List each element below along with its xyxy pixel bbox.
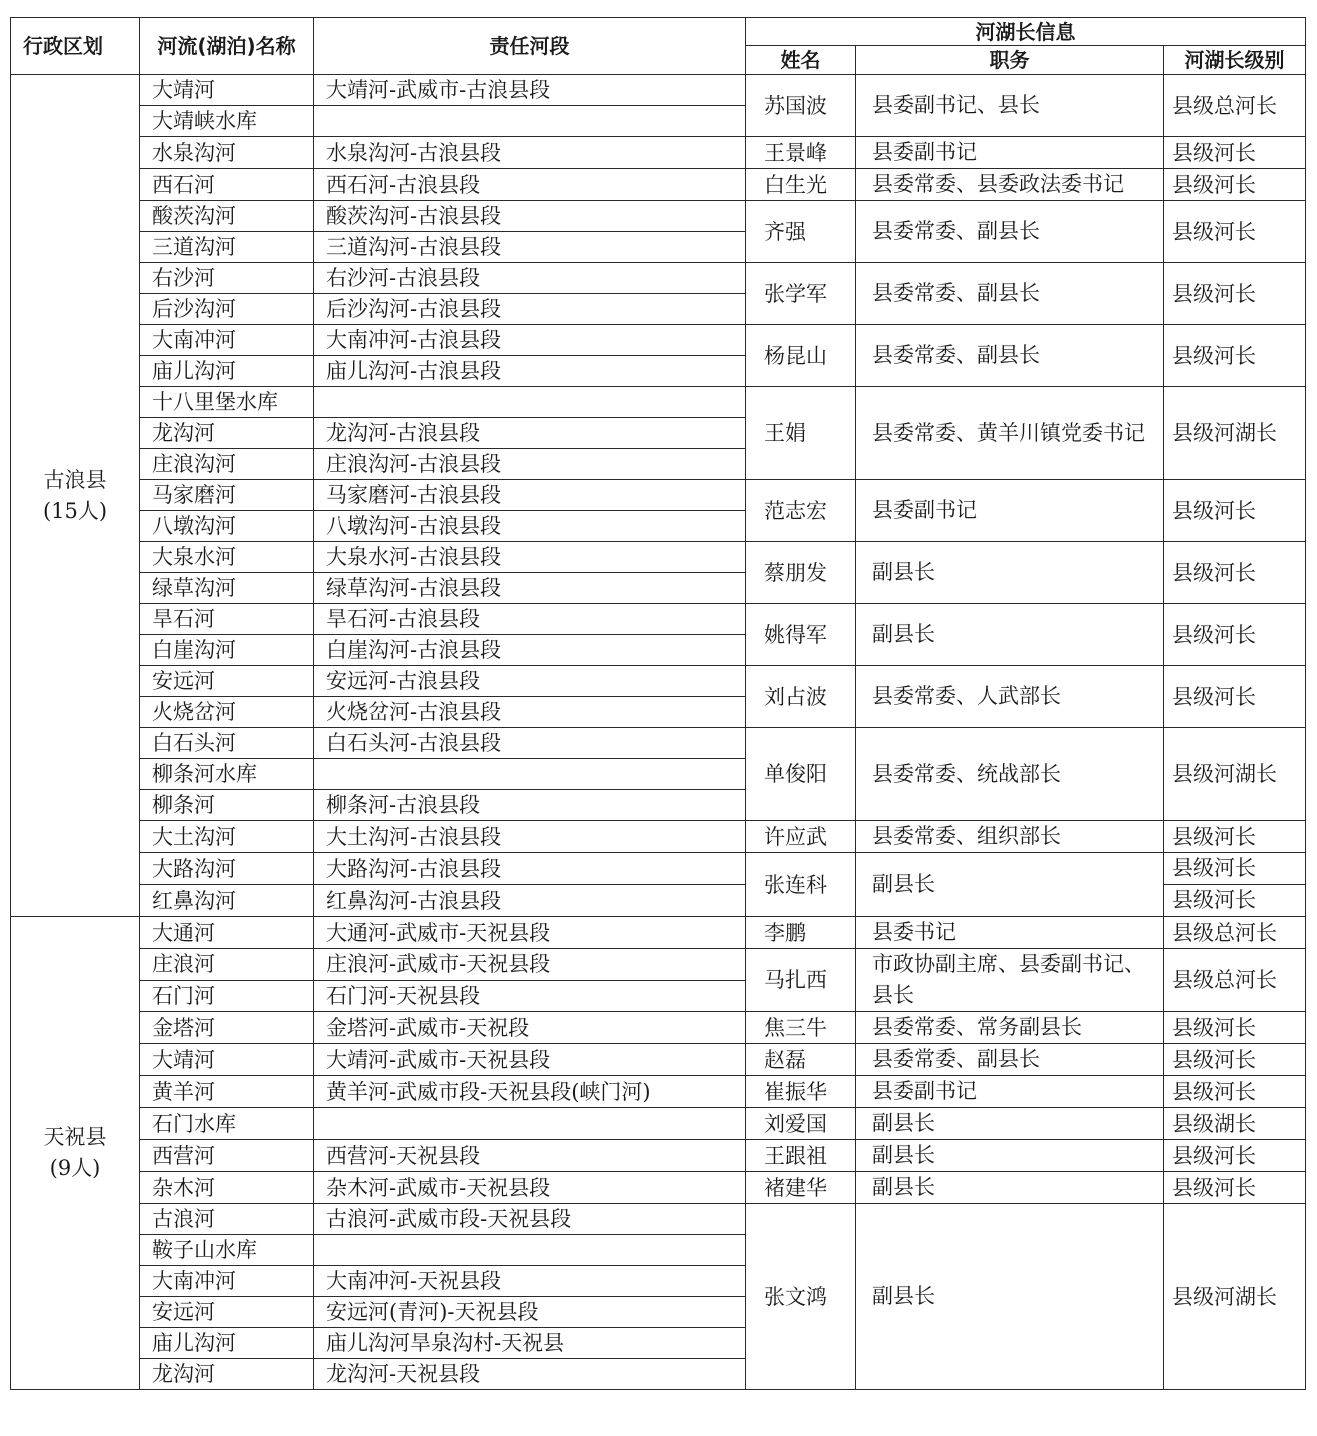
segment-cell: 庙儿沟河-古浪县段 — [314, 356, 746, 387]
chief-level-cell: 县级河长 — [1164, 542, 1306, 604]
segment-cell: 古浪河-武威市段-天祝县段 — [314, 1204, 746, 1235]
segment-cell: 庙儿沟河旱泉沟村-天祝县 — [314, 1328, 746, 1359]
segment-cell: 大泉水河-古浪县段 — [314, 542, 746, 573]
chief-name-cell: 白生光 — [746, 169, 856, 201]
river-name-cell: 黄羊河 — [140, 1076, 314, 1108]
table-row — [11, 169, 1306, 201]
river-name-cell: 右沙河 — [140, 263, 314, 294]
segment-cell: 大靖河-武威市-天祝县段 — [314, 1044, 746, 1076]
segment-cell: 绿草沟河-古浪县段 — [314, 573, 746, 604]
chief-name-cell: 李鹏 — [746, 917, 856, 949]
segment-cell: 黄羊河-武威市段-天祝县段(峡门河) — [314, 1076, 746, 1108]
chief-level-cell: 县级湖长 — [1164, 1108, 1306, 1140]
chief-name-cell: 刘占波 — [746, 666, 856, 728]
river-name-cell: 后沙沟河 — [140, 294, 314, 325]
chief-position-cell: 县委书记 — [856, 917, 1164, 949]
segment-cell: 石门河-天祝县段 — [314, 980, 746, 1012]
table-body — [11, 75, 1306, 1390]
chief-level-cell: 县级河长 — [1164, 666, 1306, 728]
table-row — [11, 728, 1306, 759]
chief-name-cell: 许应武 — [746, 821, 856, 853]
segment-cell: 马家磨河-古浪县段 — [314, 480, 746, 511]
chief-position-cell: 县委常委、统战部长 — [856, 728, 1164, 821]
chief-position-cell: 副县长 — [856, 542, 1164, 604]
header-level: 河湖长级别 — [1164, 46, 1306, 75]
chief-position-cell: 县委副书记 — [856, 1076, 1164, 1108]
chief-position-cell: 县委常委、副县长 — [856, 1044, 1164, 1076]
chief-position-cell: 县委副书记 — [856, 137, 1164, 169]
segment-cell: 大南冲河-古浪县段 — [314, 325, 746, 356]
river-name-cell: 西营河 — [140, 1140, 314, 1172]
table-row — [11, 853, 1306, 885]
chief-name-cell: 单俊阳 — [746, 728, 856, 821]
table-row — [11, 75, 1306, 106]
segment-cell: 安远河(青河)-天祝县段 — [314, 1297, 746, 1328]
chief-position-cell: 副县长 — [856, 1140, 1164, 1172]
header-river: 河流(湖泊)名称 — [140, 18, 314, 75]
segment-cell — [314, 387, 746, 418]
segment-cell: 金塔河-武威市-天祝段 — [314, 1012, 746, 1044]
chief-name-cell: 姚得军 — [746, 604, 856, 666]
segment-cell — [314, 759, 746, 790]
segment-cell — [314, 1108, 746, 1140]
chief-name-cell: 刘爱国 — [746, 1108, 856, 1140]
chief-name-cell: 褚建华 — [746, 1172, 856, 1204]
chief-level-cell: 县级总河长 — [1164, 949, 1306, 1012]
segment-cell: 旱石河-古浪县段 — [314, 604, 746, 635]
chief-position-cell: 副县长 — [856, 1204, 1164, 1390]
chief-name-cell: 赵磊 — [746, 1044, 856, 1076]
segment-cell: 酸茨沟河-古浪县段 — [314, 201, 746, 232]
header-name: 姓名 — [746, 46, 856, 75]
river-name-cell: 旱石河 — [140, 604, 314, 635]
segment-cell: 大土沟河-古浪县段 — [314, 821, 746, 853]
chief-name-cell: 马扎西 — [746, 949, 856, 1012]
chief-position-cell: 县委常委、组织部长 — [856, 821, 1164, 853]
chief-position-cell: 县委常委、副县长 — [856, 325, 1164, 387]
river-name-cell: 红鼻沟河 — [140, 885, 314, 917]
chief-position-cell: 县委副书记 — [856, 480, 1164, 542]
chief-level-cell: 县级河长 — [1164, 480, 1306, 542]
river-name-cell: 古浪河 — [140, 1204, 314, 1235]
river-name-cell: 大土沟河 — [140, 821, 314, 853]
chief-level-cell: 县级河长 — [1164, 604, 1306, 666]
river-name-cell: 大靖河 — [140, 1044, 314, 1076]
chief-level-cell: 县级河湖长 — [1164, 728, 1306, 821]
segment-cell: 西石河-古浪县段 — [314, 169, 746, 201]
river-name-cell: 大靖峡水库 — [140, 106, 314, 137]
table-row — [11, 949, 1306, 981]
region-cell: 天祝县 (9人) — [11, 917, 140, 1390]
segment-cell — [314, 1235, 746, 1266]
segment-cell: 大靖河-武威市-古浪县段 — [314, 75, 746, 106]
chief-position-cell: 县委常委、人武部长 — [856, 666, 1164, 728]
table-row — [11, 480, 1306, 511]
table-row — [11, 137, 1306, 169]
segment-cell: 龙沟河-天祝县段 — [314, 1359, 746, 1390]
table-row — [11, 666, 1306, 697]
segment-cell: 大南冲河-天祝县段 — [314, 1266, 746, 1297]
table-row — [11, 1204, 1306, 1235]
table-row — [11, 1044, 1306, 1076]
chief-position-cell: 县委常委、黄羊川镇党委书记 — [856, 387, 1164, 480]
segment-cell: 安远河-古浪县段 — [314, 666, 746, 697]
river-name-cell: 安远河 — [140, 1297, 314, 1328]
chief-position-cell: 县委常委、副县长 — [856, 263, 1164, 325]
table-row — [11, 1172, 1306, 1204]
segment-cell: 大路沟河-古浪县段 — [314, 853, 746, 885]
river-name-cell: 庄浪河 — [140, 949, 314, 981]
segment-cell: 红鼻沟河-古浪县段 — [314, 885, 746, 917]
segment-cell: 后沙沟河-古浪县段 — [314, 294, 746, 325]
chief-position-cell: 县委常委、常务副县长 — [856, 1012, 1164, 1044]
chief-level-cell: 县级总河长 — [1164, 75, 1306, 137]
chief-position-cell: 县委副书记、县长 — [856, 75, 1164, 137]
chief-level-cell: 县级河长 — [1164, 201, 1306, 263]
segment-cell: 杂木河-武威市-天祝县段 — [314, 1172, 746, 1204]
river-name-cell: 庙儿沟河 — [140, 1328, 314, 1359]
chief-position-cell: 副县长 — [856, 853, 1164, 917]
table-row — [11, 1140, 1306, 1172]
region-cell: 古浪县 (15人) — [11, 75, 140, 917]
river-name-cell: 龙沟河 — [140, 1359, 314, 1390]
river-name-cell: 白崖沟河 — [140, 635, 314, 666]
river-name-cell: 大南冲河 — [140, 325, 314, 356]
segment-cell: 右沙河-古浪县段 — [314, 263, 746, 294]
chief-level-cell: 县级河湖长 — [1164, 1204, 1306, 1390]
river-name-cell: 大路沟河 — [140, 853, 314, 885]
header-segment: 责任河段 — [314, 18, 746, 75]
table-row — [11, 821, 1306, 853]
chief-level-cell: 县级河长 — [1164, 1140, 1306, 1172]
river-name-cell: 柳条河水库 — [140, 759, 314, 790]
river-name-cell: 大通河 — [140, 917, 314, 949]
river-name-cell: 八墩沟河 — [140, 511, 314, 542]
river-name-cell: 安远河 — [140, 666, 314, 697]
river-name-cell: 庙儿沟河 — [140, 356, 314, 387]
chief-position-cell: 县委常委、县委政法委书记 — [856, 169, 1164, 201]
chief-name-cell: 崔振华 — [746, 1076, 856, 1108]
chief-level-cell: 县级河长 — [1164, 137, 1306, 169]
river-name-cell: 大靖河 — [140, 75, 314, 106]
river-name-cell: 庄浪沟河 — [140, 449, 314, 480]
segment-cell: 八墩沟河-古浪县段 — [314, 511, 746, 542]
table-row — [11, 542, 1306, 573]
chief-name-cell: 王跟祖 — [746, 1140, 856, 1172]
table-row — [11, 917, 1306, 949]
segment-cell: 火烧岔河-古浪县段 — [314, 697, 746, 728]
segment-cell: 庄浪沟河-古浪县段 — [314, 449, 746, 480]
table-row — [11, 604, 1306, 635]
river-name-cell: 酸茨沟河 — [140, 201, 314, 232]
river-name-cell: 绿草沟河 — [140, 573, 314, 604]
chief-position-cell: 副县长 — [856, 1108, 1164, 1140]
river-name-cell: 石门河 — [140, 980, 314, 1012]
river-name-cell: 杂木河 — [140, 1172, 314, 1204]
chief-name-cell: 苏国波 — [746, 75, 856, 137]
segment-cell: 白崖沟河-古浪县段 — [314, 635, 746, 666]
river-name-cell: 火烧岔河 — [140, 697, 314, 728]
river-name-cell: 大泉水河 — [140, 542, 314, 573]
segment-cell: 白石头河-古浪县段 — [314, 728, 746, 759]
river-name-cell: 马家磨河 — [140, 480, 314, 511]
chief-level-cell: 县级河长 — [1164, 1012, 1306, 1044]
header-chief-info: 河湖长信息 — [746, 18, 1306, 46]
header-region: 行政区划 — [11, 18, 140, 75]
chief-name-cell: 齐强 — [746, 201, 856, 263]
chief-position-cell: 副县长 — [856, 1172, 1164, 1204]
chief-name-cell: 张文鸿 — [746, 1204, 856, 1390]
table-row — [11, 1012, 1306, 1044]
chief-level-line: 县级河长 — [1164, 884, 1305, 916]
chief-name-cell: 王娟 — [746, 387, 856, 480]
chief-level-cell: 县级河长 — [1164, 821, 1306, 853]
river-name-cell: 龙沟河 — [140, 418, 314, 449]
table-row — [11, 1108, 1306, 1140]
table-row — [11, 201, 1306, 232]
chief-level-cell — [1164, 853, 1306, 917]
segment-cell: 三道沟河-古浪县段 — [314, 232, 746, 263]
segment-cell: 大通河-武威市-天祝县段 — [314, 917, 746, 949]
river-name-cell: 石门水库 — [140, 1108, 314, 1140]
chief-level-cell: 县级河长 — [1164, 169, 1306, 201]
river-name-cell: 水泉沟河 — [140, 137, 314, 169]
river-name-cell: 三道沟河 — [140, 232, 314, 263]
chief-level-cell: 县级河长 — [1164, 263, 1306, 325]
chief-name-cell: 杨昆山 — [746, 325, 856, 387]
river-name-cell: 金塔河 — [140, 1012, 314, 1044]
river-chief-table — [10, 17, 1306, 1390]
chief-name-cell: 张学军 — [746, 263, 856, 325]
chief-level-cell: 县级河湖长 — [1164, 387, 1306, 480]
chief-name-cell: 王景峰 — [746, 137, 856, 169]
chief-position-cell: 副县长 — [856, 604, 1164, 666]
chief-position-cell: 县委常委、副县长 — [856, 201, 1164, 263]
segment-cell: 柳条河-古浪县段 — [314, 790, 746, 821]
chief-level-cell: 县级总河长 — [1164, 917, 1306, 949]
header-position: 职务 — [856, 46, 1164, 75]
chief-name-cell: 焦三牛 — [746, 1012, 856, 1044]
table-row — [11, 387, 1306, 418]
segment-cell: 水泉沟河-古浪县段 — [314, 137, 746, 169]
chief-level-cell: 县级河长 — [1164, 325, 1306, 387]
river-name-cell: 柳条河 — [140, 790, 314, 821]
chief-position-cell: 市政协副主席、县委副书记、县长 — [856, 949, 1164, 1012]
segment-cell: 庄浪河-武威市-天祝县段 — [314, 949, 746, 981]
river-name-cell: 西石河 — [140, 169, 314, 201]
segment-cell: 西营河-天祝县段 — [314, 1140, 746, 1172]
chief-level-line: 县级河长 — [1172, 856, 1256, 880]
table-row — [11, 325, 1306, 356]
river-name-cell: 十八里堡水库 — [140, 387, 314, 418]
chief-level-cell: 县级河长 — [1164, 1044, 1306, 1076]
segment-cell — [314, 106, 746, 137]
chief-level-cell: 县级河长 — [1164, 1172, 1306, 1204]
river-name-cell: 白石头河 — [140, 728, 314, 759]
table-row — [11, 1076, 1306, 1108]
chief-name-cell: 蔡朋发 — [746, 542, 856, 604]
chief-name-cell: 范志宏 — [746, 480, 856, 542]
river-name-cell: 大南冲河 — [140, 1266, 314, 1297]
table-row — [11, 263, 1306, 294]
segment-cell: 龙沟河-古浪县段 — [314, 418, 746, 449]
chief-name-cell: 张连科 — [746, 853, 856, 917]
river-name-cell: 鞍子山水库 — [140, 1235, 314, 1266]
chief-level-cell: 县级河长 — [1164, 1076, 1306, 1108]
